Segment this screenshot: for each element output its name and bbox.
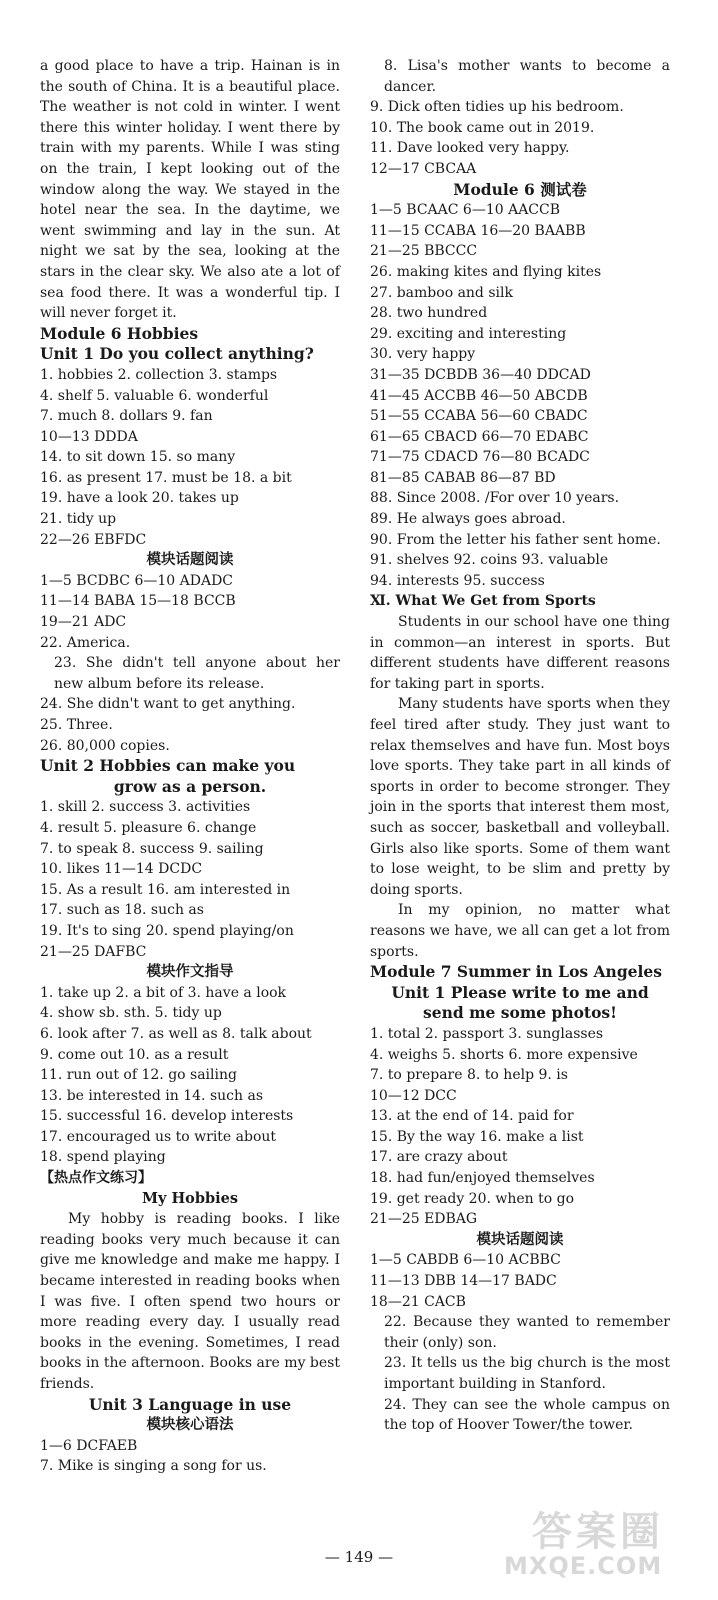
answer-line: 1. total 2. passport 3. sunglasses (370, 1025, 604, 1042)
right-column (370, 56, 670, 1436)
answer-line: 31—35 DCBDB 36—40 DDCAD (370, 366, 591, 383)
answer-line: 30. very happy (370, 346, 476, 363)
answer-line: 7. much 8. dollars 9. fan (40, 408, 213, 425)
answer-line: 1. hobbies 2. collection 3. stamps (40, 366, 278, 383)
answer-line: 29. exciting and interesting (370, 325, 567, 342)
answer-line: 15. successful 16. develop interests (40, 1108, 294, 1125)
section-heading: Unit 1 Do you collect anything? (40, 344, 314, 364)
answer-line: 21—25 BBCCC (370, 243, 478, 260)
section-heading: Unit 2 Hobbies can make you (40, 756, 296, 776)
answer-line: 26. making kites and flying kites (370, 263, 602, 280)
subsection-heading: 模块话题阅读 (476, 1230, 564, 1248)
answer-line: 11—15 CCABA 16—20 BAABB (370, 222, 586, 239)
exercise-label: 【热点作文练习】 (40, 1170, 152, 1187)
answer-line: 4. show sb. sth. 5. tidy up (40, 1005, 222, 1022)
answer-line: 94. interests 95. success (370, 572, 545, 589)
answer-line: 41—45 ACCBB 46—50 ABCDB (370, 387, 588, 404)
left-column (40, 56, 340, 1477)
answer-line: 6. look after 7. as well as 8. talk about (40, 1025, 312, 1042)
answer-line: 1—5 BCAAC 6—10 AACCB (370, 202, 561, 219)
section-heading: Unit 1 Please write to me and (391, 982, 649, 1002)
section-heading: Module 6 测试卷 (453, 179, 587, 199)
answer-line: 18. spend playing (40, 1149, 166, 1166)
answer-item: 23. It tells us the big church is the most important building in Stanford. (384, 1355, 670, 1392)
paragraph: a good place to have a trip. Hainan is in the south of China. It is a beautiful place. The weather is not cold in winter. I went there this winter holiday. I went there by train with my parents. While I was sting on the train, I kept looking out of the window along the way. We stayed in the hotel near the sea. In the daytime, we went swimming and lay in the sun. At night we sat by the sea, looking at the stars in the clear sky. We also ate a lot of sea food there. It was a wonderful tip. I will never forget it. (40, 58, 340, 322)
answer-line: 11. Dave looked very happy. (370, 140, 570, 157)
answer-line: 17. encouraged us to write about (40, 1128, 277, 1145)
answer-line: 10—12 DCC (370, 1087, 457, 1104)
answer-line: 4. shelf 5. valuable 6. wonderful (40, 387, 269, 404)
subsection-heading: My Hobbies (141, 1189, 239, 1207)
answer-line: 11. run out of 12. go sailing (40, 1067, 237, 1084)
answer-line: 21. tidy up (40, 511, 117, 528)
answer-line: 10—13 DDDA (40, 428, 138, 445)
watermark-url: MXQE.COM (504, 1552, 663, 1580)
answer-line: 1—6 DCFAEB (40, 1437, 138, 1454)
answer-line: 16. as present 17. must be 18. a bit (40, 469, 292, 486)
answer-line: 9. come out 10. as a result (40, 1046, 229, 1063)
answer-line: 19. It's to sing 20. spend playing/on (40, 922, 294, 939)
answer-line: 21—25 DAFBC (40, 943, 147, 960)
answer-line: 26. 80,000 copies. (40, 737, 170, 754)
section-heading: Module 6 Hobbies (40, 323, 199, 343)
answer-line: 88. Since 2008. /For over 10 years. (370, 490, 620, 507)
answer-line: 12—17 CBCAA (370, 160, 477, 177)
answer-line: 7. Mike is singing a song for us. (40, 1458, 267, 1475)
watermark-logo (504, 1500, 704, 1592)
answer-line: 17. are crazy about (370, 1149, 508, 1166)
section-heading: Unit 3 Language in use (88, 1394, 292, 1414)
answer-item: 8. Lisa's mother wants to become a dancer. (384, 58, 670, 95)
essay-paragraph: Many students have sports when they feel tired after study. They just want to relax themselves and have fun. Most boys love sports. They take part in all kinds of sports in order to become stronger. They join in the sports that interest them most, such as soccer, basketball and volleyball. Girls also like sports. Some of them want to lose weight, to be slim and pretty by doing sports. (370, 696, 670, 898)
answer-line: 51—55 CCABA 56—60 CBADC (370, 408, 588, 425)
answer-line: 7. to prepare 8. to help 9. is (370, 1067, 568, 1084)
answer-line: 1. take up 2. a bit of 3. have a look (40, 984, 287, 1001)
answer-line: 81—85 CABAB 86—87 BD (370, 469, 556, 486)
answer-line: 22—26 EBFDC (40, 531, 147, 548)
answer-line: 13. be interested in 14. such as (40, 1087, 264, 1104)
essay-paragraph: My hobby is reading books. I like reading books very much because it can give me knowledge and make me happy. I became interested in reading books when I was five. I often spend two hours or more reading every day. I usually read books in the evening. Sometimes, I read books in the afternoon. Books are my best friends. (40, 1211, 340, 1392)
answer-item: 24. They can see the whole campus on the top of Hoover Tower/the tower. (384, 1396, 670, 1434)
section-heading: Module 7 Summer in Los Angeles (370, 962, 663, 982)
answer-line: 17. such as 18. such as (40, 902, 204, 919)
answer-line: 71—75 CDACD 76—80 BCADC (370, 449, 590, 466)
answer-line: 91. shelves 92. coins 93. valuable (370, 552, 609, 569)
answer-line: 10. The book came out in 2019. (370, 119, 595, 136)
answer-line: 90. From the letter his father sent home. (370, 531, 661, 548)
section-heading: send me some photos! (423, 1003, 617, 1023)
answer-line: 15. By the way 16. make a list (370, 1128, 584, 1145)
answer-line: 18. had fun/enjoyed themselves (370, 1170, 595, 1187)
answer-line: 7. to speak 8. success 9. sailing (40, 840, 264, 857)
answer-line: 18—21 CACB (370, 1293, 466, 1310)
answer-line: 15. As a result 16. am interested in (40, 881, 291, 898)
answer-line: 1—5 CABDB 6—10 ACBBC (370, 1252, 561, 1269)
watermark-text: 答案圈 (532, 1509, 664, 1555)
answer-line: 10. likes 11—14 DCDC (40, 861, 203, 878)
answer-line: 25. Three. (40, 717, 113, 733)
answer-line: 9. Dick often tidies up his bedroom. (370, 99, 624, 116)
answer-line: 22. America. (40, 634, 131, 651)
answer-line: 14. to sit down 15. so many (40, 449, 236, 466)
section-heading: grow as a person. (113, 776, 267, 796)
exercise-label: Ⅺ. What We Get from Sports (370, 593, 596, 610)
answer-line: 19—21 ADC (40, 614, 127, 631)
answer-line: 89. He always goes abroad. (370, 511, 566, 528)
subsection-heading: 模块作文指导 (146, 963, 234, 981)
answer-line: 11—14 BABA 15—18 BCCB (40, 593, 236, 610)
page-number: — 149 — (324, 1548, 394, 1566)
answer-item: 22. Because they wanted to remember their (only) son. (384, 1314, 670, 1351)
answer-line: 19. get ready 20. when to go (370, 1190, 575, 1207)
answer-item: 23. She didn't tell anyone about her new album before its release. (54, 655, 340, 692)
answer-line: 21—25 EDBAG (370, 1211, 478, 1228)
answer-line: 19. have a look 20. takes up (40, 490, 239, 507)
essay-paragraph: In my opinion, no matter what reasons we have, we all can get a lot from sports. (370, 902, 670, 960)
answer-line: 4. result 5. pleasure 6. change (40, 819, 257, 836)
subsection-heading: 模块话题阅读 (146, 551, 234, 569)
answer-line: 11—13 DBB 14—17 BADC (370, 1273, 557, 1290)
answer-line: 24. She didn't want to get anything. (40, 696, 296, 713)
answer-line: 13. at the end of 14. paid for (370, 1108, 574, 1125)
answer-line: 61—65 CBACD 66—70 EDABC (370, 428, 589, 445)
answer-line: 1. skill 2. success 3. activities (40, 799, 251, 816)
answer-line: 1—5 BCDBC 6—10 ADADC (40, 572, 234, 589)
answer-line: 28. two hundred (370, 305, 488, 322)
subsection-heading: 模块核心语法 (146, 1416, 234, 1434)
essay-paragraph: Students in our school have one thing in common—an interest in sports. But different students have different reasons for taking part in sports. (370, 614, 670, 692)
answer-line: 4. weighs 5. shorts 6. more expensive (370, 1046, 638, 1063)
answer-line: 27. bamboo and silk (370, 284, 513, 301)
